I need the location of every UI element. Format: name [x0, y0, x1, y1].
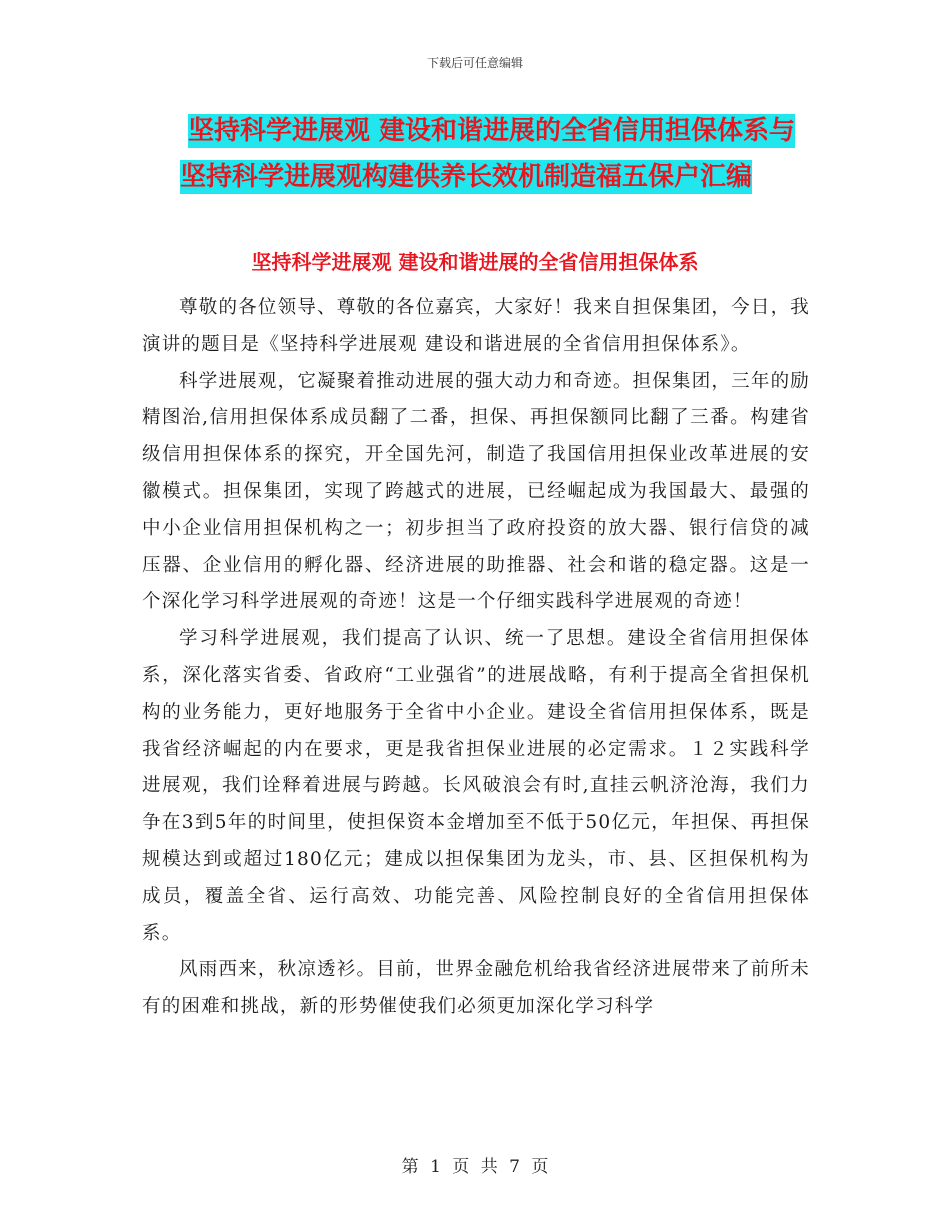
page-header-note: 下载后可任意编辑: [426, 56, 523, 70]
paragraph: 学习科学进展观，我们提高了认识、统一了思想。建设全省信用担保体系，深化落实省委、省政府“工业强省”的进展战略，有利于提高全省担保机构的业务能力，更好地服务于全省中小企业。建设全省信用担保体系，既是我省经济崛起的内在要求，更是我省担保业进展的必定需求。１２实践科学进展观，我们诠释着进展与跨越。长风破浪会有时,直挂云帆济沧海，我们力争在3到5年的时间里，使担保资本金增加至不低于50亿元，年担保、再担保规模达到或超过180亿元；建成以担保集团为龙头，市、县、区担保机构为成员，覆盖全省、运行高效、功能完善、风险控制良好的全省信用担保体系。: [142, 628, 810, 944]
title-line-2: [180, 154, 830, 200]
title-line-2-text: 坚持科学进展观构建供养长效机制造福五保户汇编: [180, 162, 753, 192]
page-number-footer: 第 1 页 共 7 页: [401, 1157, 549, 1177]
title-line-1-text: 坚持科学进展观 建设和谐进展的全省信用担保体系与: [188, 116, 796, 146]
section-subtitle: 坚持科学进展观 建设和谐进展的全省信用担保体系: [251, 250, 699, 274]
title-line-1: [180, 108, 830, 154]
document-body: [142, 290, 810, 1026]
paragraph: 风雨西来，秋凉透衫。目前，世界金融危机给我省经济进展带来了前所未有的困难和挑战，新的形势催使我们必须更加深化学习科学: [142, 959, 810, 1018]
document-title: [180, 108, 830, 200]
paragraph: 尊敬的各位领导、尊敬的各位嘉宾，大家好！我来自担保集团，今日，我演讲的题目是《坚持科学进展观 建设和谐进展的全省信用担保体系》。: [142, 297, 810, 355]
paragraph: 科学进展观，它凝聚着推动进展的强大动力和奇迹。担保集团，三年的励精图治,信用担保体系成员翻了二番，担保、再担保额同比翻了三番。构建省级信用担保体系的探究，开全国先河，制造了我国信用担保业改革进展的安徽模式。担保集团，实现了跨越式的进展，已经崛起成为我国最大、最强的中小企业信用担保机构之一；初步担当了政府投资的放大器、银行信贷的减压器、企业信用的孵化器、经济进展的助推器、社会和谐的稳定器。这是一个深化学习科学进展观的奇迹！这是一个仔细实践科学进展观的奇迹！: [142, 370, 810, 613]
